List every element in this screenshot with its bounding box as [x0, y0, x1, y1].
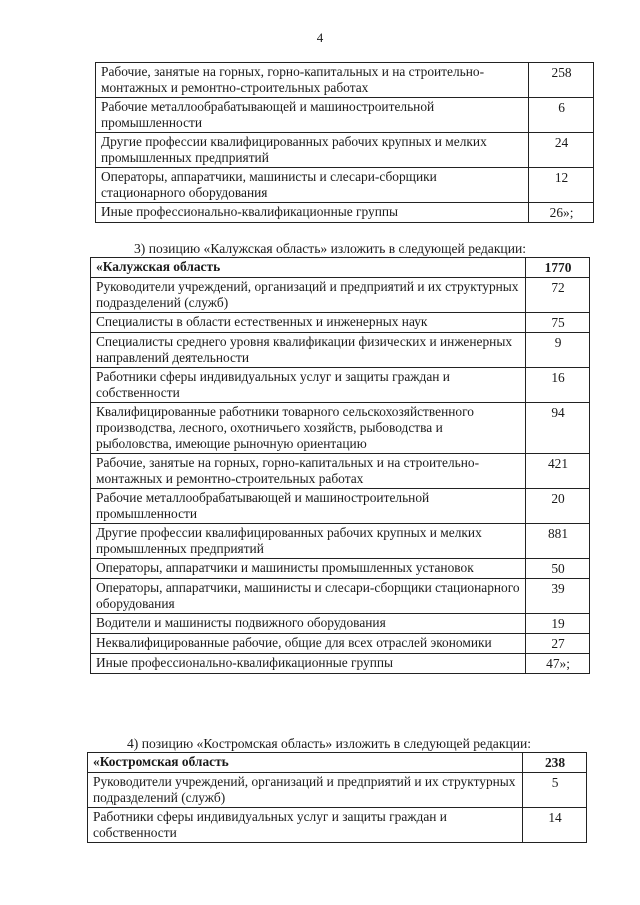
- row-label: Неквалифицированные рабочие, общие для всех отраслей экономики: [91, 634, 526, 654]
- row-value: 258: [529, 63, 594, 98]
- row-label: Операторы, аппаратчики и машинисты промышленных установок: [91, 559, 526, 579]
- region-name: «Костромская область: [88, 753, 523, 773]
- row-value: 50: [526, 559, 590, 579]
- table-kaluga-region: [90, 257, 590, 674]
- table-row: [91, 579, 590, 614]
- row-label: Работники сферы индивидуальных услуг и защиты граждан и собственности: [91, 368, 526, 403]
- table-row: [91, 634, 590, 654]
- row-value: 24: [529, 133, 594, 168]
- table-row: [96, 63, 594, 98]
- table-row: [96, 168, 594, 203]
- section-4-intro: 4) позицию «Костромская область» изложить в следующей редакции:: [127, 736, 532, 751]
- table-row: [91, 313, 590, 333]
- row-value: 20: [526, 489, 590, 524]
- row-label: Руководители учреждений, организаций и предприятий и их структурных подразделений (служб): [88, 773, 523, 808]
- table-header-row: [91, 258, 590, 278]
- row-label: Водители и машинисты подвижного оборудования: [91, 614, 526, 634]
- row-label: Иные профессионально-квалификационные группы: [91, 654, 526, 674]
- row-label: Операторы, аппаратчики, машинисты и слесари-сборщики стационарного оборудования: [96, 168, 529, 203]
- row-value: 12: [529, 168, 594, 203]
- table-row: [91, 333, 590, 368]
- table-kostroma-region: [87, 752, 587, 843]
- page-number: 4: [316, 30, 324, 45]
- row-value: 27: [526, 634, 590, 654]
- row-value: 6: [529, 98, 594, 133]
- row-value: 421: [526, 454, 590, 489]
- table-row: [91, 559, 590, 579]
- row-label: Иные профессионально-квалификационные группы: [96, 203, 529, 223]
- table-row: [91, 454, 590, 489]
- table-top-continuation: [95, 62, 594, 223]
- table-row: [96, 98, 594, 133]
- row-value: 5: [523, 773, 587, 808]
- row-label: Рабочие металлообрабатывающей и машиностроительной промышленности: [96, 98, 529, 133]
- row-label: Операторы, аппаратчики, машинисты и слесари-сборщики стационарного оборудования: [91, 579, 526, 614]
- row-value: 26»;: [529, 203, 594, 223]
- row-label: Рабочие металлообрабатывающей и машиностроительной промышленности: [91, 489, 526, 524]
- row-value: 9: [526, 333, 590, 368]
- row-label: Рабочие, занятые на горных, горно-капитальных и на строительно-монтажных и ремонтно-строительных работах: [96, 63, 529, 98]
- row-label: Рабочие, занятые на горных, горно-капитальных и на строительно-монтажных и ремонтно-строительных работах: [91, 454, 526, 489]
- row-value: 94: [526, 403, 590, 454]
- table-row: [88, 808, 587, 843]
- region-total: 238: [523, 753, 587, 773]
- table-row: [91, 403, 590, 454]
- row-value: 75: [526, 313, 590, 333]
- table-row: [96, 133, 594, 168]
- table-row: [91, 654, 590, 674]
- table-row: [91, 614, 590, 634]
- row-label: Другие профессии квалифицированных рабочих крупных и мелких промышленных предприятий: [96, 133, 529, 168]
- row-value: 39: [526, 579, 590, 614]
- table-row: [91, 524, 590, 559]
- row-label: Другие профессии квалифицированных рабочих крупных и мелких промышленных предприятий: [91, 524, 526, 559]
- row-value: 14: [523, 808, 587, 843]
- row-value: 72: [526, 278, 590, 313]
- table-row: [91, 278, 590, 313]
- region-name: «Калужская область: [91, 258, 526, 278]
- row-label: Работники сферы индивидуальных услуг и защиты граждан и собственности: [88, 808, 523, 843]
- table-row: [91, 489, 590, 524]
- row-label: Квалифицированные работники товарного сельскохозяйственного производства, лесного, охотничьего хозяйств, рыбоводства и рыболовства, имеющие рыночную ориентацию: [91, 403, 526, 454]
- row-value: 16: [526, 368, 590, 403]
- table-header-row: [88, 753, 587, 773]
- table-row: [96, 203, 594, 223]
- row-label: Специалисты среднего уровня квалификации физических и инженерных направлений деятельности: [91, 333, 526, 368]
- row-value: 47»;: [526, 654, 590, 674]
- row-value: 19: [526, 614, 590, 634]
- row-label: Специалисты в области естественных и инженерных наук: [91, 313, 526, 333]
- row-value: 881: [526, 524, 590, 559]
- row-label: Руководители учреждений, организаций и предприятий и их структурных подразделений (служб): [91, 278, 526, 313]
- table-row: [91, 368, 590, 403]
- table-row: [88, 773, 587, 808]
- section-3-intro: 3) позицию «Калужская область» изложить в следующей редакции:: [134, 241, 527, 256]
- region-total: 1770: [526, 258, 590, 278]
